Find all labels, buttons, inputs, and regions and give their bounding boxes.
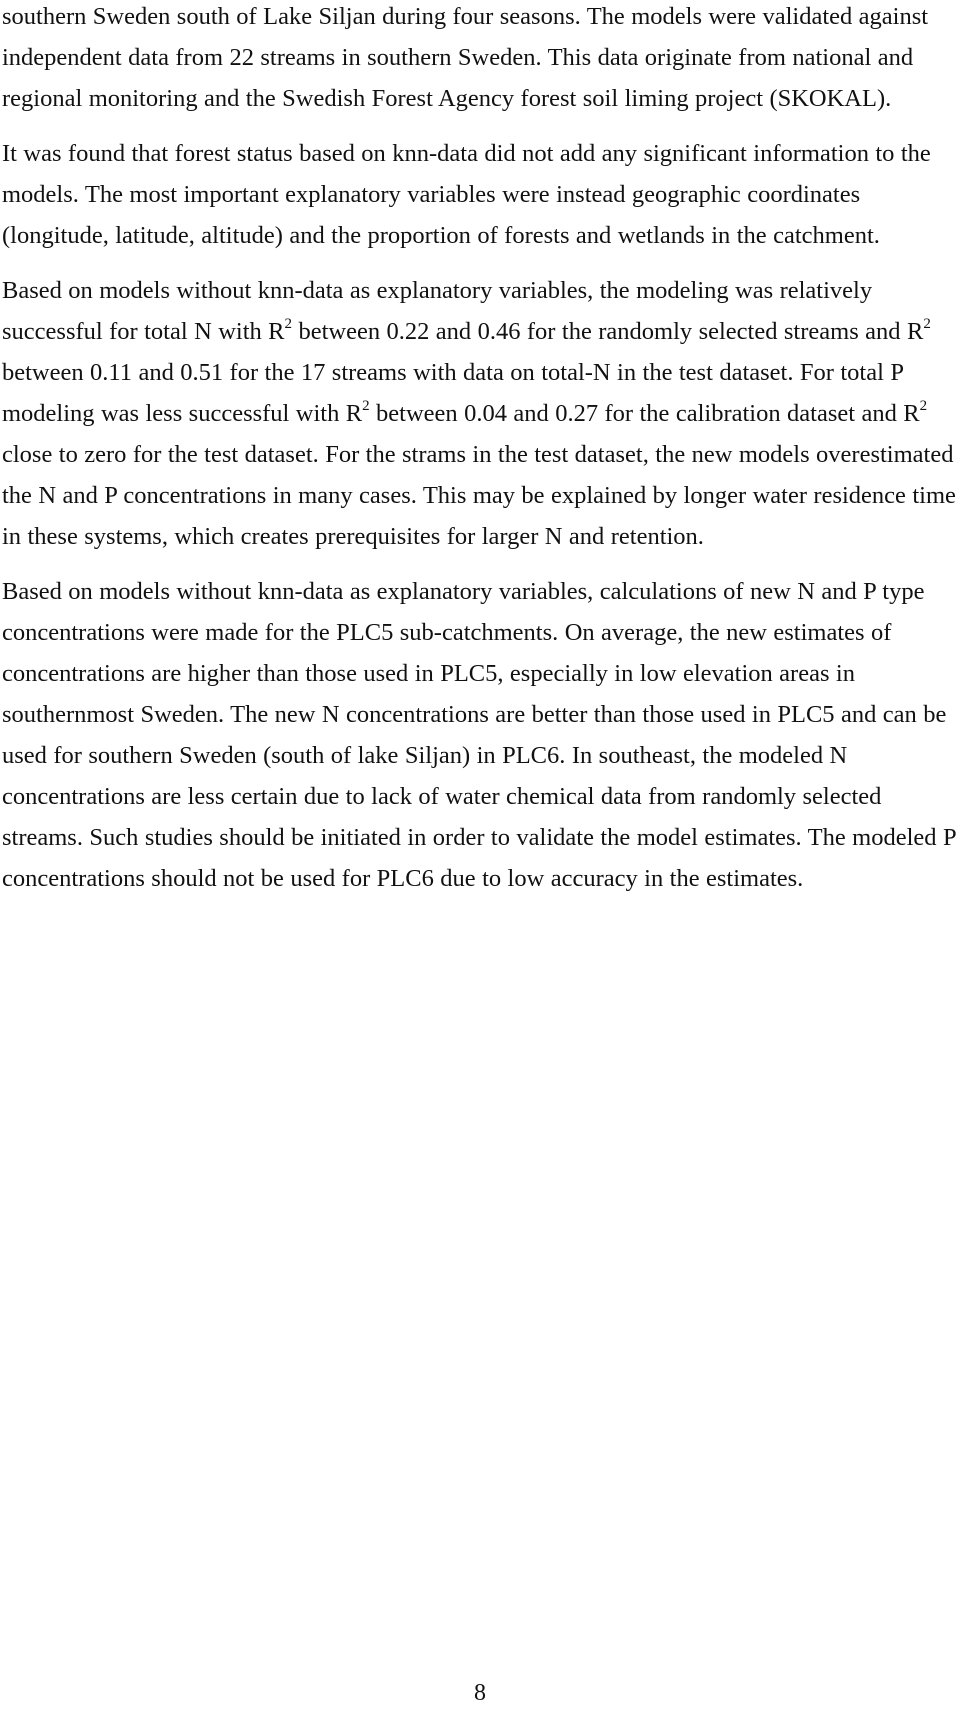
superscript-2: 2 [362, 397, 370, 414]
paragraph-3-text: between 0.04 and 0.27 for the calibration dataset and R [369, 400, 920, 427]
paragraph-3-text: between 0.22 and 0.46 for the randomly selected streams and R [292, 318, 924, 345]
page-number: 8 [474, 1680, 486, 1706]
superscript-2: 2 [919, 397, 928, 414]
superscript-2: 2 [923, 315, 931, 332]
paragraph-3-text: Based on models without knn-data as explanatory variables, the modeling was relatively successful for total N with R [2, 277, 873, 345]
paragraph-2: It was found that forest status based on knn-data did not add any significant information to the models. The most important explanatory variables were instead geographic coordinates (longitude, latitude, altitude) and the proportion of forests and wetlands in the catchment. [2, 140, 931, 249]
paragraph-3 [2, 270, 958, 557]
paragraph-3-text: close to zero for the test dataset. For the strams in the test dataset, the new models overestimated the N and P concentrations in many cases. This may be explained by longer water residence time in these systems, which creates prerequisites for larger N and retention. [2, 441, 956, 550]
body-text [2, 0, 958, 913]
superscript-2: 2 [284, 315, 293, 332]
paragraph-3-text: between 0.11 and 0.51 for the 17 streams with data on total-N in the test dataset. For total P modeling was less successful with R [2, 359, 904, 427]
paragraph-4: Based on models without knn-data as explanatory variables, calculations of new N and P type concentrations were made for the PLC5 sub-catchments. On average, the new estimates of concentrations are higher than those used in PLC5, especially in low elevation areas in southernmost Sweden. The new N concentrations are better than those used in PLC5 and can be used for southern Sweden (south of lake Siljan) in PLC6. In southeast, the modeled N concentrations are less certain due to lack of water chemical data from randomly selected streams. Such studies should be initiated in order to validate the model estimates. The modeled P concentrations should not be used for PLC6 due to low accuracy in the estimates. [2, 578, 956, 892]
paragraph-1: southern Sweden south of Lake Siljan during four seasons. The models were validated against independent data from 22 streams in southern Sweden. This data originate from national and regional monitoring and the Swedish Forest Agency forest soil liming project (SKOKAL). [2, 3, 929, 112]
